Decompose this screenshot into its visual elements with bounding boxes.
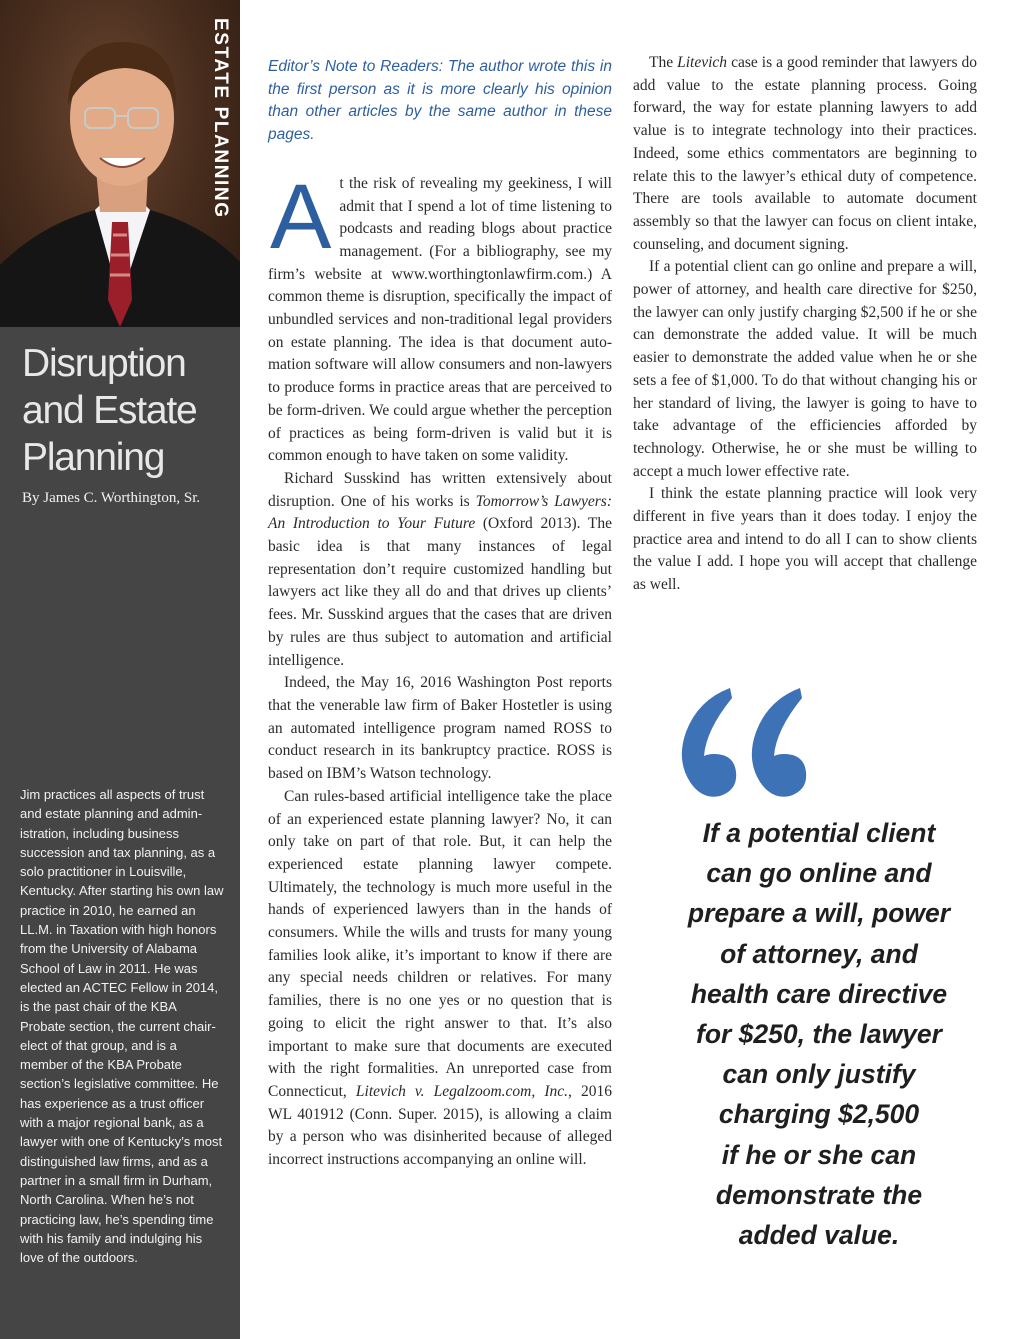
editor-note: Editor’s Note to Readers: The author wrote this in the first person as it is more clearly his opinion than other articles by the same author in these pages. (268, 58, 612, 144)
title-line: and Estate (22, 389, 197, 432)
pull-quote (660, 813, 978, 1255)
article-paragraph: The Litevich case is a good reminder that lawyers do add value to the estate planning process. Going forward, the way for estate planning lawyers to add value is to integrate technology into their practices. Indeed, some ethics commentators are beginning to relate this to the lawyer’s ethical duty of competence. There are tools available to automate document assembly so that the lawyer can focus on client intake, counseling, and document signing. (633, 54, 977, 253)
quote-mark-icon (668, 670, 818, 810)
article-title (22, 340, 232, 481)
drop-cap: A (270, 165, 332, 268)
article-body-part-1 (268, 165, 612, 1172)
pull-quote-line: demonstrate the (715, 1179, 923, 1210)
author-photo (0, 0, 240, 327)
section-label-text: ESTATE PLANNING (210, 18, 231, 219)
pull-quote-line: can only justify (722, 1059, 916, 1090)
article-paragraph: Can rules-based artificial intelligence take the place of an experienced estate planning lawyer? No, it can only take on part of that role. But, it can help the experienced estate planning lawyer compete. Ultimately, the technology is much more useful in the hands of experienced lawyers than in the hands of consumers. While the wills and trusts for many young families look alike, it’s important to know if there are any special needs children or relatives. For many families, there is no one yes or no question that is going to elicit the right answer to that. It’s also important to make sure that documents are executed with the right formalities. An unreported case from Connecticut, Litevich v. Legalzoom.com, Inc., 2016 WL 401912 (Conn. Super. 2015), is allowing a claim by a person who was disinherited because of alleged incorrect instructions accompanying an online will. (268, 787, 612, 1169)
pull-quote-line: of attorney, and (720, 938, 918, 969)
article-paragraph: At the risk of revealing my geekiness, I will admit that I spend a lot of time listening to podcasts and reading blogs about practice management. (For a bibliography, see my firm’s website at www.​worthingtonlawfirm.com.) A common theme is disruption, specifically the impact of unbundled services and non-traditional legal providers on estate planning. The idea is that document automation software will allow consumers and non-lawyers to produce forms in practice areas that are perceived to be form-driven. We could argue whether the perception of practices as being form-driven is valid but it is common enough to have taken on some validity. (268, 165, 612, 465)
book-title: Tomorrow’s Lawyers: An Introduction to Your Future (268, 492, 612, 533)
byline: By James C. Worthington, Sr. (22, 490, 201, 506)
article-body-part-2 (633, 52, 977, 597)
article-paragraph: If a potential client can go online and prepare a will, power of attorney, and health care directive for $250, the lawyer can only justify charging $2,500 if he or she can demonstrate the added value. It will be much easier to demonstrate the added value when he or she sets a fee of $1,000. To do that without changing his or her standard of living, the lawyer is going to have to take advantage of the efficiencies afforded by technology. Otherwise, he or she must be willing to accept a much lower effective rate. (633, 258, 977, 480)
author-portrait-image (0, 0, 240, 327)
article-paragraph: Richard Susskind has written extensively about disruption. One of his works is Tomorrow’s Lawyers: An Introduction to Your Future (Oxford 2013). The basic idea is that many instances of legal representation don’t require customized handling but lawyers act like they all do and that drives up clients’ fees. Mr. Susskind argues that the cases that are driven by rules are thus subject to automation and artificial intelligence. (268, 469, 612, 669)
pull-quote-line: for $250, the lawyer (696, 1019, 942, 1050)
case-citation: Litevich (677, 54, 728, 71)
case-citation: Litevich v. Legalzoom.com, Inc. (355, 1082, 569, 1100)
pull-quote-line: added value. (738, 1220, 900, 1251)
pull-quote-line: charging $2,500 (718, 1099, 920, 1130)
pull-quote-line: can go online and (706, 858, 932, 889)
pull-quote-line: If a potential client (702, 818, 936, 848)
article-column-2 (633, 52, 977, 597)
section-label (205, 18, 235, 218)
title-line: Disruption (22, 342, 186, 385)
author-bio: Jim practices all aspects of trust and estate planning and administration, including business succession and tax planning, as a solo practitioner in Louisville, Kentucky. After starting his own law practice in 2010, he earned an LL.M. in Taxation with high honors from the University of Alabama School of Law in 2011. He was elected an ACTEC Fellow in 2014, is the past chair of the KBA Probate section, the current chair-elect of that group, and is a member of the KBA Probate section’s legislative committee. He has experience as a trust officer with a major regional bank, as a lawyer with one of Kentucky’s most distinguished law firms, and as a partner in a small firm in Durham, North Carolina. When he’s not practicing law, he’s spending time with his family and indulging his love of the outdoors. (20, 787, 224, 1266)
article-column-1 (268, 56, 612, 1172)
pull-quote-line: health care directive (690, 978, 948, 1009)
sidebar (0, 0, 240, 1339)
article-paragraph: I think the estate planning practice will look very different in five years than it does today. I enjoy the practice area and intend to do all I can to show clients the value I add. I hope you will accept that challenge as well. (633, 485, 977, 594)
title-line: Planning (22, 436, 165, 479)
article-paragraph: Indeed, the May 16, 2016 Washington Post reports that the venerable law firm of Baker Hostetler is using an automated intelligence program named ROSS to conduct research in its bankruptcy practice. ROSS is based on IBM’s Watson technology. (268, 674, 612, 783)
pull-quote-line: if he or she can (721, 1139, 917, 1170)
pull-quote-line: prepare a will, power (687, 898, 951, 929)
